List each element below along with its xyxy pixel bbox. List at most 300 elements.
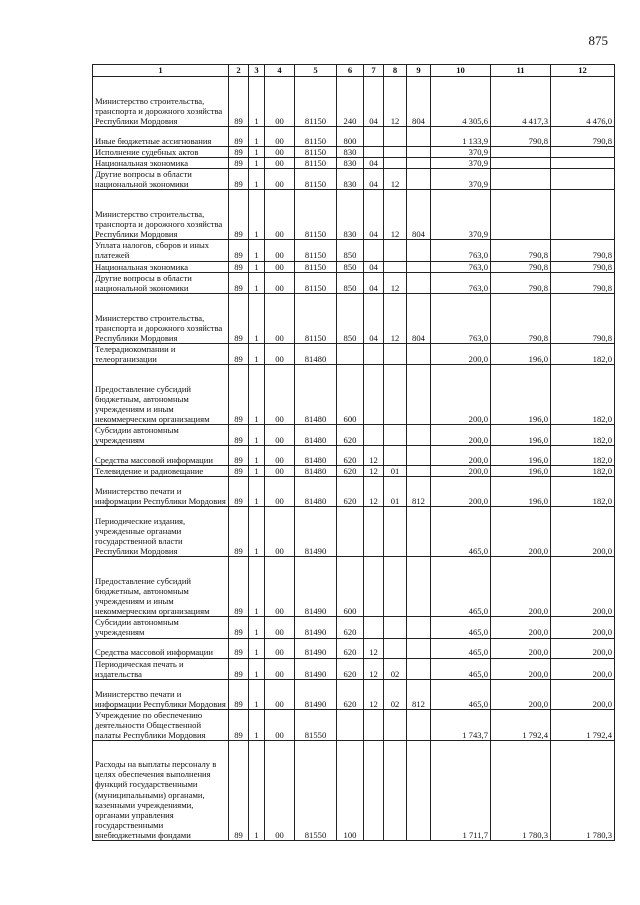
row-subsection (384, 617, 407, 638)
row-col-4: 00 (265, 740, 295, 840)
row-col-3: 1 (249, 77, 265, 127)
row-section (364, 343, 384, 364)
row-type: 800 (337, 127, 364, 147)
row-type: 240 (337, 77, 364, 127)
row-value-11: 1 792,4 (491, 709, 551, 740)
row-value-10: 200,0 (431, 446, 491, 466)
table-row (93, 127, 615, 147)
row-ministry (407, 127, 431, 147)
row-type: 620 (337, 425, 364, 446)
row-value-10: 370,9 (431, 158, 491, 169)
row-subsection (384, 343, 407, 364)
row-value-10: 4 305,6 (431, 77, 491, 127)
row-type: 850 (337, 261, 364, 272)
table-row (93, 709, 615, 740)
table-row (93, 679, 615, 709)
row-value-12: 790,8 (551, 127, 615, 147)
row-code: 81150 (295, 293, 337, 343)
row-type: 620 (337, 638, 364, 658)
row-ministry (407, 158, 431, 169)
row-value-11: 200,0 (491, 507, 551, 557)
row-value-11: 790,8 (491, 240, 551, 261)
row-value-12: 182,0 (551, 446, 615, 466)
row-col-4: 00 (265, 343, 295, 364)
row-value-12: 200,0 (551, 557, 615, 617)
row-value-10: 763,0 (431, 293, 491, 343)
column-header-8: 8 (384, 65, 407, 77)
column-header-6: 6 (337, 65, 364, 77)
table-row (93, 158, 615, 169)
row-col-3: 1 (249, 617, 265, 638)
column-header-9: 9 (407, 65, 431, 77)
row-code: 81550 (295, 740, 337, 840)
row-value-12: 182,0 (551, 466, 615, 477)
row-col-3: 1 (249, 343, 265, 364)
row-type (337, 709, 364, 740)
row-code: 81150 (295, 261, 337, 272)
row-subsection: 12 (384, 169, 407, 190)
table-row (93, 446, 615, 466)
row-value-11: 200,0 (491, 679, 551, 709)
row-value-11: 196,0 (491, 446, 551, 466)
row-col-4: 00 (265, 240, 295, 261)
row-type: 620 (337, 617, 364, 638)
row-subsection (384, 127, 407, 147)
row-name: Предоставление субсидий бюджетным, автономным учреждениям и иным некоммерческим организациям (93, 365, 229, 425)
row-code: 81150 (295, 127, 337, 147)
row-name: Национальная экономика (93, 158, 229, 169)
row-col-2: 89 (229, 343, 249, 364)
row-col-2: 89 (229, 127, 249, 147)
row-subsection (384, 638, 407, 658)
row-col-2: 89 (229, 169, 249, 190)
table-row (93, 740, 615, 840)
row-section (364, 557, 384, 617)
row-subsection (384, 365, 407, 425)
row-ministry (407, 446, 431, 466)
table-row (93, 507, 615, 557)
row-section (364, 240, 384, 261)
row-section: 04 (364, 158, 384, 169)
row-section: 04 (364, 77, 384, 127)
row-value-11: 790,8 (491, 127, 551, 147)
row-value-10: 370,9 (431, 169, 491, 190)
row-ministry (407, 466, 431, 477)
row-col-4: 00 (265, 507, 295, 557)
row-name: Средства массовой информации (93, 638, 229, 658)
row-code: 81150 (295, 272, 337, 293)
row-col-3: 1 (249, 740, 265, 840)
row-code: 81480 (295, 365, 337, 425)
row-ministry (407, 709, 431, 740)
row-section (364, 127, 384, 147)
row-ministry (407, 261, 431, 272)
row-code: 81150 (295, 77, 337, 127)
row-col-2: 89 (229, 557, 249, 617)
row-type: 600 (337, 365, 364, 425)
row-code: 81490 (295, 679, 337, 709)
row-code: 81150 (295, 158, 337, 169)
row-col-2: 89 (229, 272, 249, 293)
row-name: Министерство строительства, транспорта и дорожного хозяйства Республики Мордовия (93, 77, 229, 127)
row-col-3: 1 (249, 709, 265, 740)
row-col-2: 89 (229, 709, 249, 740)
row-col-2: 89 (229, 365, 249, 425)
row-subsection (384, 261, 407, 272)
row-value-10: 763,0 (431, 261, 491, 272)
row-type: 620 (337, 477, 364, 507)
row-value-12: 4 476,0 (551, 77, 615, 127)
row-value-10: 465,0 (431, 679, 491, 709)
row-value-10: 1 711,7 (431, 740, 491, 840)
row-section (364, 709, 384, 740)
row-value-10: 1 133,9 (431, 127, 491, 147)
row-col-2: 89 (229, 477, 249, 507)
column-header-5: 5 (295, 65, 337, 77)
row-section: 04 (364, 169, 384, 190)
row-col-4: 00 (265, 658, 295, 679)
row-code: 81490 (295, 507, 337, 557)
table-row (93, 365, 615, 425)
row-ministry (407, 638, 431, 658)
row-value-11 (491, 147, 551, 158)
row-col-4: 00 (265, 557, 295, 617)
column-header-12: 12 (551, 65, 615, 77)
row-value-10: 200,0 (431, 477, 491, 507)
row-value-10: 465,0 (431, 638, 491, 658)
table-row (93, 272, 615, 293)
row-col-4: 00 (265, 638, 295, 658)
row-name: Периодическая печать и издательства (93, 658, 229, 679)
row-value-10: 370,9 (431, 190, 491, 240)
row-col-3: 1 (249, 425, 265, 446)
row-value-12: 182,0 (551, 425, 615, 446)
row-subsection: 12 (384, 77, 407, 127)
row-col-3: 1 (249, 466, 265, 477)
row-col-4: 00 (265, 477, 295, 507)
row-name: Периодические издания, учрежденные органами государственной власти Республики Мордовия (93, 507, 229, 557)
row-type: 620 (337, 446, 364, 466)
row-value-10: 465,0 (431, 658, 491, 679)
row-type: 850 (337, 293, 364, 343)
row-name: Расходы на выплаты персоналу в целях обеспечения выполнения функций государственными (муниципальными) органами, казенными учреждениями, органами управления государственными внебюджетными фондами (93, 740, 229, 840)
row-name: Иные бюджетные ассигнования (93, 127, 229, 147)
table-row (93, 658, 615, 679)
row-ministry (407, 169, 431, 190)
row-section: 12 (364, 638, 384, 658)
row-subsection: 02 (384, 679, 407, 709)
row-type: 850 (337, 272, 364, 293)
row-value-12 (551, 147, 615, 158)
row-type (337, 507, 364, 557)
row-name: Учреждение по обеспечению деятельности Общественной палаты Республики Мордовия (93, 709, 229, 740)
row-value-11: 790,8 (491, 261, 551, 272)
row-code: 81480 (295, 343, 337, 364)
row-value-12: 790,8 (551, 293, 615, 343)
row-subsection (384, 158, 407, 169)
row-ministry (407, 617, 431, 638)
row-section: 04 (364, 293, 384, 343)
budget-table (92, 64, 615, 841)
row-code: 81490 (295, 557, 337, 617)
row-col-4: 00 (265, 365, 295, 425)
row-section: 04 (364, 272, 384, 293)
column-header-4: 4 (265, 65, 295, 77)
row-col-3: 1 (249, 272, 265, 293)
row-value-12: 200,0 (551, 658, 615, 679)
table-row (93, 261, 615, 272)
row-section (364, 507, 384, 557)
table-row (93, 477, 615, 507)
row-value-10: 763,0 (431, 272, 491, 293)
row-section (364, 147, 384, 158)
row-name: Исполнение судебных актов (93, 147, 229, 158)
row-name: Телерадиокомпании и телеорганизации (93, 343, 229, 364)
row-value-11 (491, 158, 551, 169)
row-section (364, 740, 384, 840)
row-value-12: 182,0 (551, 365, 615, 425)
row-subsection (384, 446, 407, 466)
row-ministry (407, 272, 431, 293)
row-code: 81490 (295, 638, 337, 658)
row-code: 81150 (295, 169, 337, 190)
row-col-3: 1 (249, 507, 265, 557)
row-type: 830 (337, 169, 364, 190)
row-value-12: 790,8 (551, 261, 615, 272)
row-ministry: 804 (407, 190, 431, 240)
row-type: 600 (337, 557, 364, 617)
column-header-7: 7 (364, 65, 384, 77)
row-col-4: 00 (265, 147, 295, 158)
row-subsection: 01 (384, 466, 407, 477)
row-value-12: 182,0 (551, 477, 615, 507)
row-subsection: 12 (384, 293, 407, 343)
row-type (337, 343, 364, 364)
row-name: Министерство печати и информации Республики Мордовия (93, 679, 229, 709)
row-ministry: 804 (407, 77, 431, 127)
column-header-3: 3 (249, 65, 265, 77)
row-col-3: 1 (249, 679, 265, 709)
row-name: Субсидии автономным учреждениям (93, 617, 229, 638)
row-code: 81150 (295, 147, 337, 158)
row-value-11: 1 780,3 (491, 740, 551, 840)
row-col-4: 00 (265, 293, 295, 343)
row-value-12: 200,0 (551, 679, 615, 709)
row-name: Министерство строительства, транспорта и дорожного хозяйства Республики Мордовия (93, 293, 229, 343)
row-col-2: 89 (229, 425, 249, 446)
row-subsection: 02 (384, 658, 407, 679)
row-name: Другие вопросы в области национальной экономики (93, 272, 229, 293)
row-col-3: 1 (249, 240, 265, 261)
row-section: 12 (364, 466, 384, 477)
row-subsection: 01 (384, 477, 407, 507)
row-col-3: 1 (249, 638, 265, 658)
column-header-2: 2 (229, 65, 249, 77)
row-type: 830 (337, 147, 364, 158)
row-value-12: 790,8 (551, 272, 615, 293)
row-type: 100 (337, 740, 364, 840)
row-name: Уплата налогов, сборов и иных платежей (93, 240, 229, 261)
row-subsection: 12 (384, 272, 407, 293)
row-value-11: 200,0 (491, 617, 551, 638)
row-col-4: 00 (265, 77, 295, 127)
row-col-4: 00 (265, 169, 295, 190)
row-name: Телевидение и радиовещание (93, 466, 229, 477)
row-col-4: 00 (265, 425, 295, 446)
row-subsection (384, 507, 407, 557)
table-row (93, 147, 615, 158)
row-col-3: 1 (249, 365, 265, 425)
row-value-10: 370,9 (431, 147, 491, 158)
row-value-11: 196,0 (491, 477, 551, 507)
row-value-11: 196,0 (491, 425, 551, 446)
column-header-10: 10 (431, 65, 491, 77)
row-value-12: 1 792,4 (551, 709, 615, 740)
table-row (93, 190, 615, 240)
row-col-3: 1 (249, 446, 265, 466)
row-type: 620 (337, 466, 364, 477)
row-value-12 (551, 169, 615, 190)
row-name: Субсидии автономным учреждениям (93, 425, 229, 446)
row-code: 81480 (295, 477, 337, 507)
row-value-10: 200,0 (431, 343, 491, 364)
row-name: Министерство строительства, транспорта и дорожного хозяйства Республики Мордовия (93, 190, 229, 240)
row-value-10: 1 743,7 (431, 709, 491, 740)
row-subsection (384, 740, 407, 840)
row-col-4: 00 (265, 127, 295, 147)
table-row (93, 169, 615, 190)
row-col-4: 00 (265, 158, 295, 169)
row-code: 81150 (295, 240, 337, 261)
row-value-11: 790,8 (491, 272, 551, 293)
row-col-4: 00 (265, 190, 295, 240)
row-col-4: 00 (265, 679, 295, 709)
row-value-10: 465,0 (431, 557, 491, 617)
row-ministry (407, 425, 431, 446)
row-code: 81480 (295, 466, 337, 477)
row-section (364, 365, 384, 425)
column-header-1: 1 (93, 65, 229, 77)
table-row (93, 343, 615, 364)
row-section: 12 (364, 477, 384, 507)
row-col-3: 1 (249, 158, 265, 169)
row-value-12: 182,0 (551, 343, 615, 364)
row-value-11 (491, 169, 551, 190)
row-col-4: 00 (265, 466, 295, 477)
row-col-2: 89 (229, 293, 249, 343)
row-value-11: 196,0 (491, 365, 551, 425)
row-section: 04 (364, 190, 384, 240)
row-ministry (407, 365, 431, 425)
row-type: 620 (337, 679, 364, 709)
row-code: 81490 (295, 658, 337, 679)
row-name: Средства массовой информации (93, 446, 229, 466)
row-col-3: 1 (249, 169, 265, 190)
row-subsection: 12 (384, 190, 407, 240)
row-value-10: 200,0 (431, 466, 491, 477)
row-col-3: 1 (249, 557, 265, 617)
row-value-10: 200,0 (431, 425, 491, 446)
row-value-11: 196,0 (491, 466, 551, 477)
table-row (93, 617, 615, 638)
row-col-2: 89 (229, 240, 249, 261)
row-value-12 (551, 158, 615, 169)
column-header-11: 11 (491, 65, 551, 77)
row-subsection (384, 147, 407, 158)
row-col-2: 89 (229, 77, 249, 127)
row-col-2: 89 (229, 158, 249, 169)
row-code: 81550 (295, 709, 337, 740)
row-type: 850 (337, 240, 364, 261)
row-value-10: 465,0 (431, 617, 491, 638)
row-value-11: 4 417,3 (491, 77, 551, 127)
row-value-12: 1 780,3 (551, 740, 615, 840)
table-row (93, 638, 615, 658)
row-value-12 (551, 190, 615, 240)
row-section (364, 425, 384, 446)
row-value-11 (491, 190, 551, 240)
row-col-3: 1 (249, 293, 265, 343)
row-col-3: 1 (249, 190, 265, 240)
row-code: 81150 (295, 190, 337, 240)
row-value-10: 465,0 (431, 507, 491, 557)
table-body (93, 77, 615, 841)
row-col-2: 89 (229, 261, 249, 272)
row-type: 830 (337, 190, 364, 240)
row-subsection (384, 709, 407, 740)
row-value-12: 790,8 (551, 240, 615, 261)
row-col-2: 89 (229, 466, 249, 477)
table-row (93, 293, 615, 343)
row-ministry: 804 (407, 293, 431, 343)
row-col-3: 1 (249, 658, 265, 679)
row-value-12: 200,0 (551, 638, 615, 658)
row-name: Национальная экономика (93, 261, 229, 272)
row-col-3: 1 (249, 147, 265, 158)
row-col-3: 1 (249, 261, 265, 272)
row-ministry (407, 147, 431, 158)
row-subsection (384, 557, 407, 617)
row-subsection (384, 240, 407, 261)
row-ministry (407, 343, 431, 364)
row-value-12: 200,0 (551, 507, 615, 557)
row-col-3: 1 (249, 477, 265, 507)
row-col-2: 89 (229, 507, 249, 557)
row-value-11: 200,0 (491, 658, 551, 679)
row-col-2: 89 (229, 617, 249, 638)
row-col-4: 00 (265, 617, 295, 638)
row-section: 04 (364, 261, 384, 272)
row-col-2: 89 (229, 679, 249, 709)
row-col-2: 89 (229, 638, 249, 658)
table-row (93, 466, 615, 477)
row-col-3: 1 (249, 127, 265, 147)
table-row (93, 77, 615, 127)
row-subsection (384, 425, 407, 446)
row-code: 81490 (295, 617, 337, 638)
row-value-12: 200,0 (551, 617, 615, 638)
row-col-2: 89 (229, 658, 249, 679)
row-col-2: 89 (229, 190, 249, 240)
row-col-2: 89 (229, 740, 249, 840)
row-ministry (407, 557, 431, 617)
row-col-2: 89 (229, 147, 249, 158)
row-ministry (407, 240, 431, 261)
header-row (93, 65, 615, 77)
row-col-4: 00 (265, 261, 295, 272)
row-value-10: 200,0 (431, 365, 491, 425)
row-section: 12 (364, 446, 384, 466)
